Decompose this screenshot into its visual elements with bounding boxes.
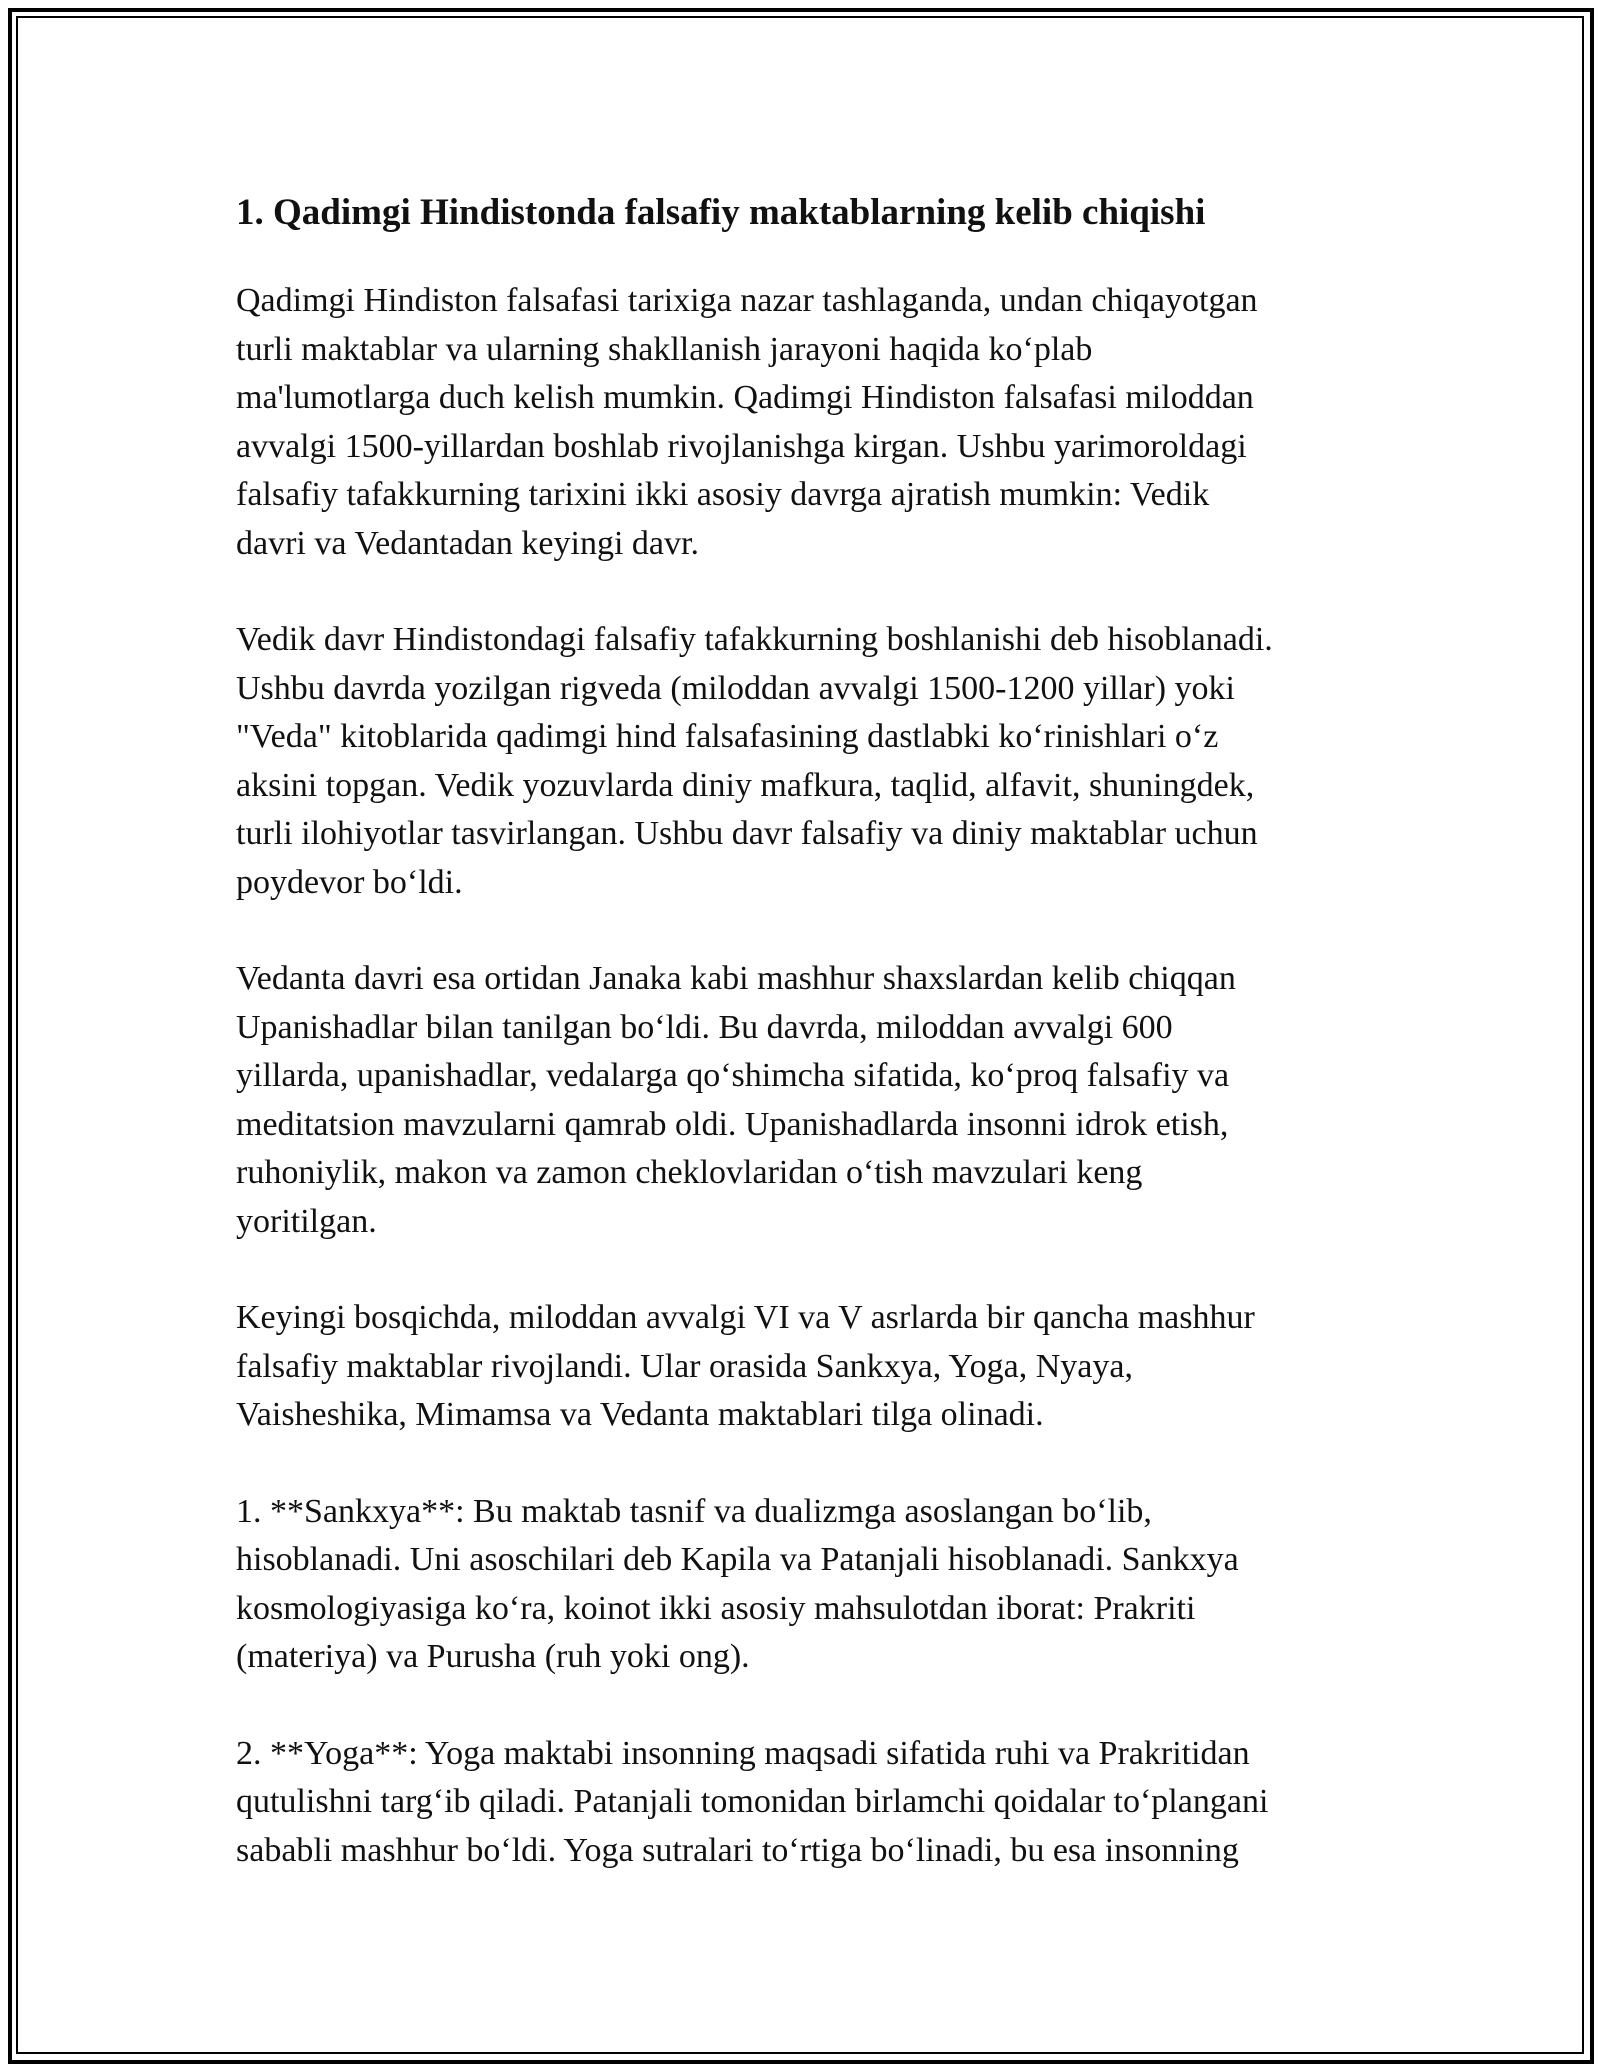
text-line: yillarda, upanishadlar, vedalarga qo‘shimcha sifatida, ko‘proq falsafiy va xyxy=(236,1057,1230,1094)
paragraph-schools xyxy=(236,1294,1376,1440)
text-line: hisoblanadi. Uni asoschilari deb Kapila va Patanjali hisoblanadi. Sankxya xyxy=(236,1541,1239,1578)
text-line: yoritilgan. xyxy=(236,1202,377,1240)
document-title: 1. Qadimgi Hindistonda falsafiy maktablarning kelib chiqishi xyxy=(236,192,1206,233)
text-line: Upanishadlar bilan tanilgan bo‘ldi. Bu davrda, miloddan avvalgi 600 xyxy=(236,1008,1173,1046)
text-line: turli maktablar va ularning shakllanish jarayoni haqida ko‘plab xyxy=(236,330,1093,368)
text-line: Qadimgi Hindiston falsafasi tarixiga nazar tashlaganda, undan chiqayotgan xyxy=(236,282,1258,319)
text-line: "Veda" kitoblarida qadimgi hind falsafasining dastlabki ko‘rinishlari o‘z xyxy=(236,718,1219,755)
text-line: (materiya) va Purusha (ruh yoki ong). xyxy=(236,1638,750,1675)
text-line: aksini topgan. Vedik yozuvlarda diniy mafkura, taqlid, alfavit, shuningdek, xyxy=(236,766,1255,804)
text-line: falsafiy maktablar rivojlandi. Ular orasida Sankxya, Yoga, Nyaya, xyxy=(236,1347,1133,1385)
text-line: falsafiy tafakkurning tarixini ikki asosiy davrga ajratish mumkin: Vedik xyxy=(236,476,1210,513)
document-body xyxy=(236,185,1376,1923)
text-line: poydevor bo‘ldi. xyxy=(236,863,463,901)
paragraph-yoga xyxy=(236,1730,1376,1876)
paragraph-vedic-period xyxy=(236,616,1376,907)
text-line: ma'lumotlarga duch kelish mumkin. Qadimgi Hindiston falsafasi miloddan xyxy=(236,379,1254,416)
paragraph-intro xyxy=(236,277,1376,568)
text-line: ruhoniylik, makon va zamon cheklovlaridan o‘tish mavzulari keng xyxy=(236,1154,1143,1191)
text-line: Vaisheshika, Mimamsa va Vedanta maktablari tilga olinadi. xyxy=(236,1396,1044,1433)
text-line: 2. **Yoga**: Yoga maktabi insonning maqsadi sifatida ruhi va Prakritidan xyxy=(236,1734,1250,1772)
text-line: Vedanta davri esa ortidan Janaka kabi mashhur shaxslardan kelib chiqqan xyxy=(236,960,1236,997)
text-line: turli ilohiyotlar tasvirlangan. Ushbu davr falsafiy va diniy maktablar uchun xyxy=(236,815,1258,852)
text-line: davri va Vedantadan keyingi davr. xyxy=(236,524,699,562)
text-line: 1. **Sankxya**: Bu maktab tasnif va dualizmga asoslangan bo‘lib, xyxy=(236,1492,1152,1530)
text-line: meditatsion mavzularni qamrab oldi. Upanishadlarda insonni idrok etish, xyxy=(236,1105,1229,1143)
text-line: avvalgi 1500-yillardan boshlab rivojlanishga kirgan. Ushbu yarimoroldagi xyxy=(236,427,1247,465)
text-line: kosmologiyasiga ko‘ra, koinot ikki asosiy mahsulotdan iborat: Prakriti xyxy=(236,1589,1196,1627)
text-line: Ushbu davrda yozilgan rigveda (miloddan avvalgi 1500-1200 yillar) yoki xyxy=(236,669,1235,707)
text-line: Keyingi bosqichda, miloddan avvalgi VI va V asrlarda bir qancha mashhur xyxy=(236,1299,1255,1336)
text-line: sababli mashhur bo‘ldi. Yoga sutralari to‘rtiga bo‘linadi, bu esa insonning xyxy=(236,1831,1239,1869)
paragraph-sankhya xyxy=(236,1488,1376,1682)
text-line: Vedik davr Hindistondagi falsafiy tafakkurning boshlanishi deb hisoblanadi. xyxy=(236,621,1273,658)
paragraph-vedanta-period xyxy=(236,955,1376,1246)
text-line: qutulishni targ‘ib qiladi. Patanjali tomonidan birlamchi qoidalar to‘plangani xyxy=(236,1783,1269,1820)
